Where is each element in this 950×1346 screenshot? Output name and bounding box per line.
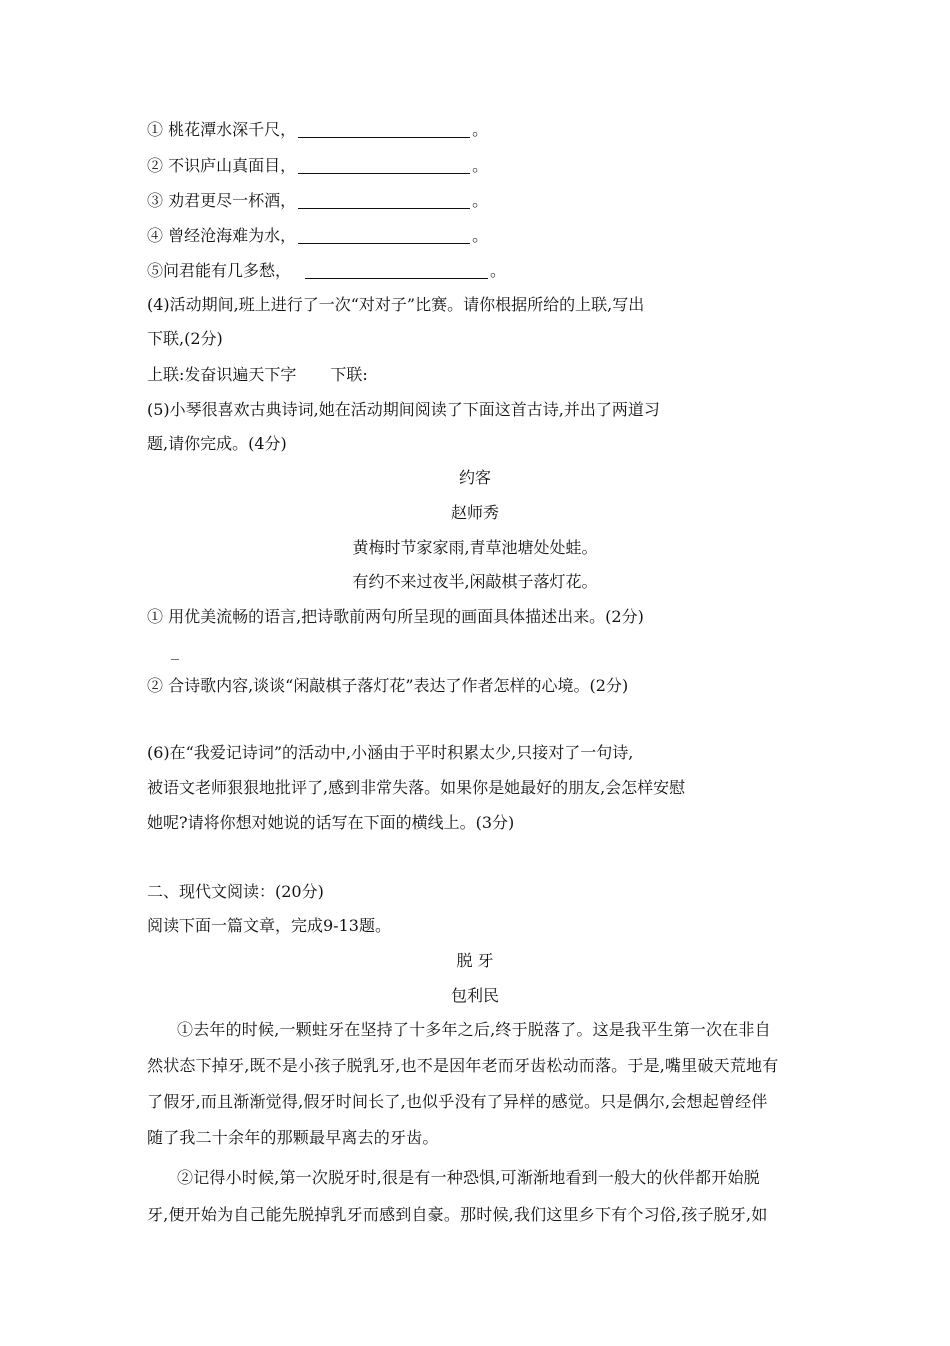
- article-para2-line: 牙,便开始为自己能先脱掉乳牙而感到自豪。那时候,我们这里乡下有个习俗,孩子脱牙,如: [147, 1205, 768, 1224]
- couplet-lower-label: 下联:: [330, 365, 368, 384]
- q5-text-line-1: (5)小琴很喜欢古典诗词,她在活动期间阅读了下面这首古诗,并出了两道习: [147, 400, 660, 419]
- couplet-line: [147, 364, 368, 386]
- q6-text-line-3: 她呢?请将你想对她说的话写在下面的横线上。(3分): [147, 813, 515, 832]
- fill-blank-line-4: ④ 曾经沧海难为水， 。: [147, 226, 489, 245]
- fill-blank-line-2: ② 不识庐山真面目， 。: [147, 156, 489, 175]
- couplet-upper: 上联:发奋识遍天下字: [147, 365, 297, 384]
- section-instruction: 阅读下面一篇文章，完成9-13题。: [147, 916, 391, 935]
- article-para2-line: ②记得小时候,第一次脱牙时,很是有一种恐惧,可渐渐地看到一般大的伙伴都开始脱: [177, 1168, 760, 1187]
- answer-blank[interactable]: [298, 227, 470, 244]
- q4-text-line-2: 下联,(2分): [147, 329, 223, 348]
- fill-blank-prefix: ② 不识庐山真面目，: [147, 156, 297, 175]
- q6-text-line-2: 被语文老师狠狠地批评了,感到非常失落。如果你是她最好的朋友,会怎样安慰: [147, 778, 686, 797]
- answer-blank[interactable]: [298, 157, 470, 174]
- answer-blank[interactable]: [298, 192, 470, 209]
- fill-blank-prefix: ④ 曾经沧海难为水，: [147, 226, 297, 245]
- article-title: 脱 牙: [456, 951, 494, 970]
- q4-text-line-1: (4)活动期间,班上进行了一次“对对子”比赛。请你根据所给的上联,写出: [147, 295, 645, 314]
- q5-text-line-2: 题,请你完成。(4分): [147, 434, 287, 453]
- q6-text-line-1: (6)在“我爱记诗词”的活动中,小涵由于平时积累太少,只接对了一句诗,: [147, 743, 634, 762]
- q5-item-2: ② 合诗歌内容,谈谈“闲敲棋子落灯花”表达了作者怎样的心境。(2分): [147, 676, 629, 695]
- fill-blank-line-1: ① 桃花潭水深千尺， 。: [147, 120, 489, 139]
- poem-author: 赵师秀: [450, 503, 499, 522]
- article-para1-line: 然状态下掉牙,既不是小孩子脱乳牙,也不是因年老而牙齿松动而落。于是,嘴里破天荒地有: [147, 1056, 779, 1075]
- q5-item-1: ① 用优美流畅的语言,把诗歌前两句所呈现的画面具体描述出来。(2分): [147, 607, 644, 626]
- fill-blank-prefix: ③ 劝君更尽一杯酒，: [147, 191, 297, 210]
- answer-dash: _: [171, 641, 179, 660]
- article-para1-line: 了假牙,而且渐渐觉得,假牙时间长了,也似乎没有了异样的感觉。只是偶尔,会想起曾经伴: [147, 1092, 768, 1111]
- fill-blank-prefix: ① 桃花潭水深千尺，: [147, 120, 297, 139]
- article-para1-line: ①去年的时候,一颗蛀牙在坚持了十多年之后,终于脱落了。这是我平生第一次在非自: [177, 1020, 771, 1039]
- fill-blank-line-3: ③ 劝君更尽一杯酒， 。: [147, 191, 489, 210]
- section-heading: 二、现代文阅读：(20分): [147, 882, 324, 901]
- article-para1-line: 随了我二十余年的那颗最早离去的牙齿。: [147, 1128, 439, 1147]
- poem-title: 约客: [458, 468, 491, 487]
- poem-line-2: 有约不来过夜半,闲敲棋子落灯花。: [352, 572, 598, 591]
- answer-blank[interactable]: [305, 262, 488, 279]
- answer-blank[interactable]: [298, 121, 470, 138]
- article-author: 包利民: [450, 986, 499, 1005]
- fill-blank-prefix: ⑤问君能有几多愁，: [147, 261, 292, 280]
- fill-blank-line-5: ⑤问君能有几多愁， 。: [147, 261, 507, 280]
- poem-line-1: 黄梅时节家家雨,青草池塘处处蛙。: [352, 538, 598, 557]
